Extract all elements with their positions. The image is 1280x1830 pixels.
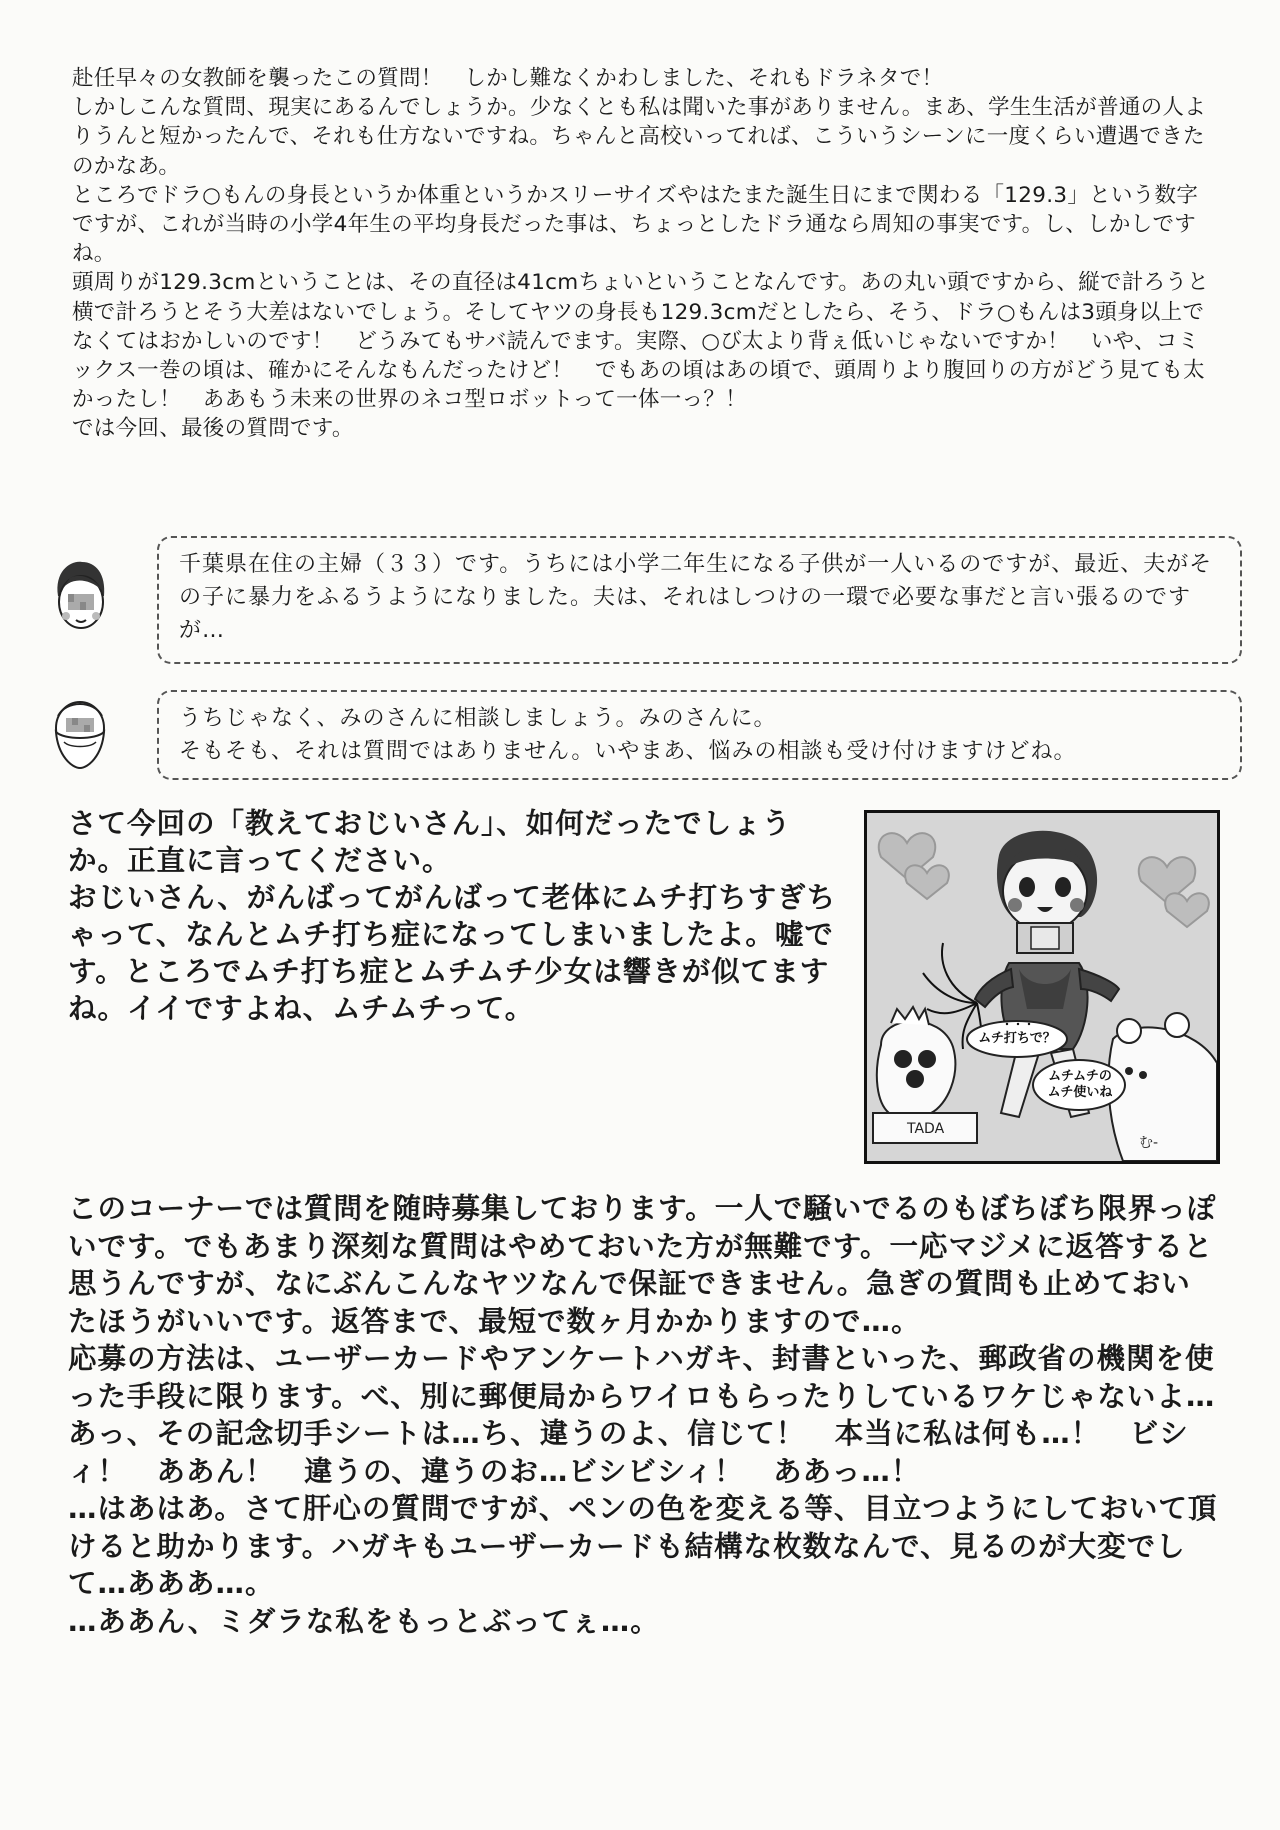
closing-text (68, 805, 848, 1027)
intro-paragraph: ところでドラ○もんの身長というか体重というかスリーサイズやはたまた誕生日にまで関わる「129.3」という数字ですが、これが当時の小学4年生の平均身長だった事は、ちょっとしたドラ通なら周知の事実です。し、しかしですね。 (72, 182, 1199, 267)
intro-paragraph: しかしこんな質問、現実にあるんでしょうか。少なくとも私は聞いた事がありません。まあ、学生生活が普通の人よりうんと短かったんで、それも仕方ないですね。ちゃんと高校いってれば、こういうシーンに一度くらい遭遇できたのかなあ。 (72, 95, 1207, 179)
intro-paragraph: では今回、最後の質問です。 (72, 416, 354, 442)
question-text: 千葉県在住の主婦（３３）です。うちには小学二年生になる子供が一人いるのですが、最近、夫がその子に暴力をふるうようになりました。夫は、それはしつけの一環で必要な事だと言い張るのですが… (179, 552, 1213, 643)
question-bubble (157, 536, 1242, 664)
mu-sign: む- (1139, 1135, 1159, 1151)
recruit-paragraph: …ああん、ミダラな私をもっとぶってぇ…。 (68, 1604, 660, 1638)
intro-text (72, 64, 1212, 444)
bubble-dots: ・・・ (1001, 1018, 1035, 1031)
speech-bubble-2: ムチムチの ムチ使いね (1047, 1069, 1113, 1100)
closing-paragraph: さて今回の「教えておじいさん」、如何だったでしょうか。正直に言ってください。 (68, 807, 792, 877)
intro-paragraph: 頭周りが129.3cmということは、その直径は41cmちょいということなんです。あの丸い頭ですから、縦で計ろうと横で計ろうとそう大差はないでしょう。そしてヤツの身長も129.3cmだとしたら、そう、ドラ○もんは3頭身以上でなくてはおかしいのです！ どうみてもサバ読んでます。実際、○び太より背ぇ低いじゃないですか！ いや、コミックス一巻の頃は、確かにそんなもんだったけど！ でもあの頃はあの頃で、頭周りより腹回りの方がどう見ても太かったし！ ああもう未来の世界のネコ型ロボットって一体一っ？！ (72, 270, 1210, 413)
answer-line: そもそも、それは質問ではありません。いやまあ、悩みの相談も受け付けますけどね。 (179, 739, 1077, 764)
speech-bubble-1: ムチ打ちで？ (978, 1031, 1056, 1046)
recruit-paragraph: このコーナーでは質問を随時募集しております。一人で騒いでるのもぼちぼち限界っぽいです。でもあまり深刻な質問はやめておいた方が無難です。一応マジメに返答すると思うんですが、なにぶんこんなヤツなんで保証できません。急ぎの質問も止めておいたほうがいいです。返答まで、最短で数ヶ月かかりますので…。 (68, 1192, 1217, 1338)
recruit-paragraph: 応募の方法は、ユーザーカードやアンケートハガキ、封書といった、郵政省の機関を使った手段に限ります。べ、別に郵便局からワイロもらったりしているワケじゃないよ…あっ、その記念切手シートは…ち、違うのよ、信じて！ 本当に私は何も…！ ビシィ！ ああん！ 違うの、違うのお…ビシビシィ！ ああっ…！ (68, 1342, 1216, 1488)
tada-sign: TADA (907, 1121, 945, 1137)
cartoon-illustration (864, 810, 1220, 1164)
old-man-avatar-icon (52, 694, 108, 774)
question-block (52, 536, 1242, 664)
answer-bubble (157, 690, 1242, 780)
recruitment-text (68, 1190, 1218, 1640)
answer-line: うちじゃなく、みのさんに相談しましょう。みのさんに。 (179, 706, 777, 731)
answer-block (52, 690, 1242, 776)
housewife-avatar-icon (52, 556, 108, 636)
intro-paragraph: 赴任早々の女教師を襲ったこの質問！ しかし難なくかわしました、それもドラネタで！ (72, 66, 944, 91)
closing-paragraph: おじいさん、がんばってがんばって老体にムチ打ちすぎちゃって、なんとムチ打ち症になってしまいましたよ。嘘です。ところでムチ打ち症とムチムチ少女は響きが似てますね。イイですよね、ムチムチって。 (68, 881, 837, 1025)
recruit-paragraph: …はあはあ。さて肝心の質問ですが、ペンの色を変える等、目立つようにしておいて頂けると助かります。ハガキもユーザーカードも結構な枚数なんで、見るのが大変でして…あああ…。 (68, 1492, 1218, 1600)
